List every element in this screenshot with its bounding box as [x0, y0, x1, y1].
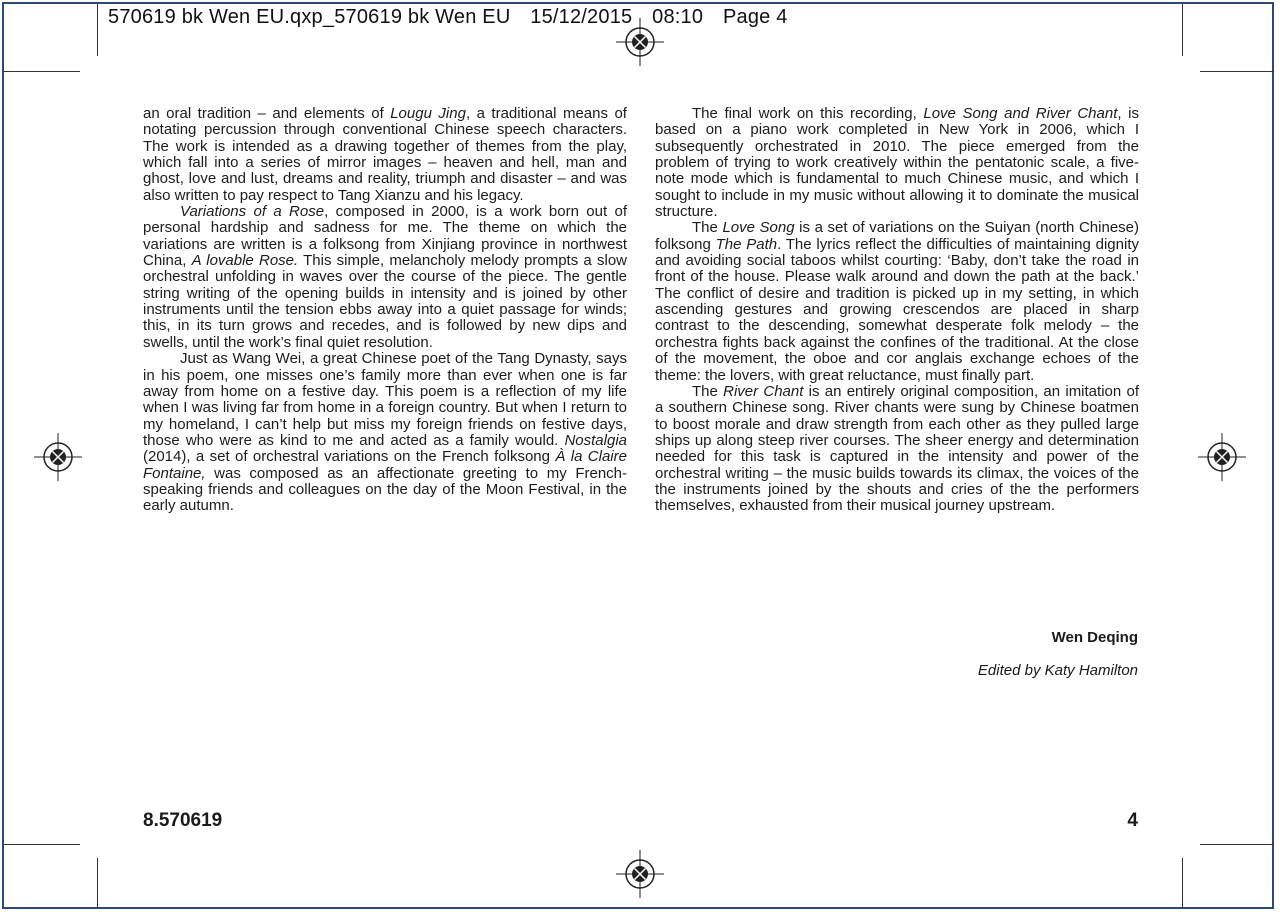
text-column-left [143, 106, 627, 515]
italic-title: The Path [715, 235, 778, 253]
registration-mark-left-icon [34, 433, 82, 481]
crop-mark-bottom-right-v [1182, 858, 1183, 908]
registration-mark-top-icon [616, 18, 664, 66]
italic-title: Love Song and River Chant [923, 105, 1118, 122]
slug-time: 08:10 [652, 6, 704, 28]
italic-title: À la Claire Fontaine, [143, 448, 627, 482]
italic-title: Nostalgia [564, 431, 627, 449]
registration-mark-right-icon [1198, 433, 1246, 481]
italic-title: Variations of a Rose [180, 203, 325, 221]
crop-mark-bottom-left-h [4, 844, 80, 845]
slug-page: Page 4 [722, 6, 788, 28]
paragraph: The Love Song is a set of variations on the Suiyan (north Chinese) folksong The Path. The lyrics reflect the difficulties of maintaining dignity and avoiding social taboos whilst courting: ‘Baby, don’t take the road in front of the house. Please walk around and down the path at the back.’ The conflict of desire and tradition is picked up in my setting, in which ascending gestures and growing crescendos are placed in sharp contrast to the descending, somewhat desperate folk melody – the orchestra fights back against the confines of the traditional. At the close of the movement, the oboe and cor anglais exchange echoes of the theme: the lovers, with great reluctance, must finally part. [655, 219, 1139, 384]
paragraph: Just as Wang Wei, a great Chinese poet of the Tang Dynasty, says in his poem, one misses one’s family more than ever when one is far away from home on a festive day. This poem is a reflection of my life when I was living far from home in a foreign country. But when I return to my homeland, I can’t help but miss my foreign friends on festive days, those who were as kind to me and acted as a family would. Nostalgia (2014), a set of orchestral variations on the French folksong À la Claire Fontaine, was composed as an affectionate greeting to my French-speaking friends and colleagues on the day of the Moon Festival, in the early autumn. [143, 350, 627, 515]
registration-mark-bottom-icon [616, 850, 664, 898]
paragraph: The final work on this recording, Love Song and River Chant, is based on a piano work completed in New York in 2006, which I subsequently orchestrated in 2010. The piece emerged from the problem of trying to work creatively within the pentatonic scale, a five-note mode which is fundamental to much Chinese music, and which I sought to include in my music without allowing it to dominate the musical structure. [655, 105, 1139, 221]
italic-title: Lougu Jing [390, 105, 466, 122]
crop-mark-top-left-h [4, 71, 80, 72]
page-number: 4 [1127, 810, 1138, 831]
paragraph: Variations of a Rose, composed in 2000, is a work born out of personal hardship and sadness for me. The theme on which the variations are written is a folksong from Xinjiang province in northwest China, A lovable Rose. This simple, melancholy melody prompts a slow orchestral unfolding in waves over the course of the piece. The gentle string writing of the opening builds in intensity and is joined by other instruments until the tension ebbs away into a quiet passage for winds; this, in its turn grows and recedes, and is followed by new dips and swells, until the work’s final quiet resolution. [143, 203, 627, 351]
text-column-right [655, 106, 1139, 515]
paragraph: The River Chant is an entirely original composition, an imitation of a southern Chinese song. River chants were sung by Chinese boatmen to boost morale and draw strength from each other as they pulled large ships up along steep river courses. The sheer energy and determination needed for this task is captured in the intensity and power of the orchestral writing – the music builds towards its climax, the voices of the the instruments joined by the shouts and cries of the the performers themselves, exhausted from their musical journey upstream. [655, 382, 1139, 515]
paragraph: an oral tradition – and elements of Lougu Jing, a traditional means of notating percussion through conventional Chinese speech characters. The work is intended as a drawing together of themes from the play, which fall into a series of mirror images – heaven and hell, man and ghost, love and lust, dreams and reality, triumph and disaster – and was also written to pay respect to Tang Xianzu and his legacy. [143, 105, 627, 204]
slug-filename: 570619 bk Wen EU.qxp_570619 bk Wen EU [108, 6, 511, 28]
crop-mark-top-right-v [1182, 4, 1183, 56]
slug-date: 15/12/2015 [530, 6, 633, 28]
crop-mark-top-right-h [1200, 71, 1274, 72]
crop-mark-bottom-left-v [97, 858, 98, 908]
italic-title: River Chant [723, 382, 804, 400]
catalogue-number: 8.570619 [143, 810, 223, 831]
author-signature: Wen Deqing [1051, 629, 1138, 646]
crop-mark-top-left-v [97, 4, 98, 56]
italic-title: Love Song [722, 219, 795, 237]
crop-mark-bottom-right-h [1200, 844, 1274, 845]
italic-title: A lovable Rose. [191, 252, 299, 270]
editor-credit: Edited by Katy Hamilton [977, 662, 1138, 679]
print-slug-line [108, 4, 802, 30]
